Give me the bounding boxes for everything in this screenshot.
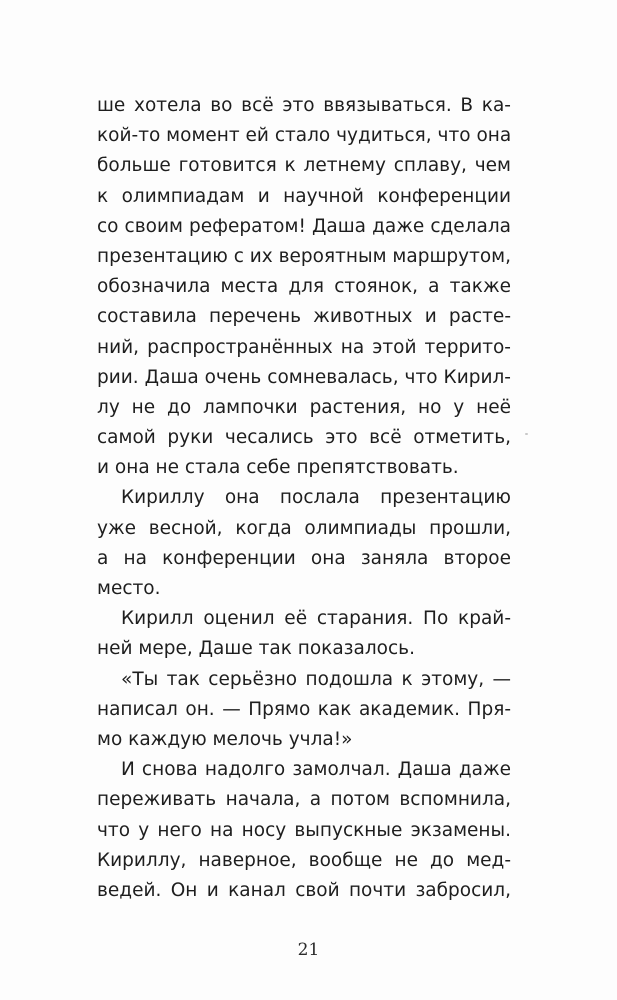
text-line: Кирилл оценил её старания. По край- bbox=[121, 608, 511, 630]
text-line: ней мере, Даше так показалось. bbox=[97, 638, 415, 660]
text-line: мо каждую мелочь учла!» bbox=[97, 728, 353, 750]
text-line: лу не до лампочки растения, но у неё bbox=[97, 396, 511, 418]
text-line: кой-то момент ей стало чудиться, что она bbox=[97, 125, 511, 147]
text-line: рии. Даша очень сомневалась, что Кирил- bbox=[97, 366, 511, 388]
text-line: ведей. Он и канал свой почти забросил, bbox=[97, 879, 511, 901]
text-line: Кириллу она послала презентацию bbox=[121, 487, 511, 509]
text-line: ше хотела во всё это ввязываться. В ка- bbox=[97, 95, 511, 116]
text-line: обозначила места для стоянок, а также bbox=[97, 276, 511, 298]
text-line: составила перечень животных и расте- bbox=[97, 306, 511, 328]
text-line: ний, распространённых на этой террито- bbox=[97, 336, 511, 358]
text-line: «Ты так серьёзно подошла к этому, — bbox=[121, 668, 511, 690]
text-line: презентацию с их вероятным маршрутом, bbox=[97, 245, 511, 267]
text-line: больше готовится к летнему сплаву, чем bbox=[97, 155, 511, 177]
text-line: написал он. — Прямо как академик. Пря- bbox=[97, 698, 511, 720]
text-line: уже весной, когда олимпиады прошли, bbox=[97, 517, 511, 539]
page-number: 21 bbox=[297, 940, 320, 960]
text-line: Кириллу, наверное, вообще не до мед- bbox=[97, 849, 511, 871]
text-line: что у него на носу выпускные экзамены. bbox=[97, 819, 511, 841]
text-line: место. bbox=[97, 578, 161, 599]
text-line: со своим рефератом! Даша даже сделала bbox=[97, 215, 511, 237]
text-line: И снова надолго замолчал. Даша даже bbox=[121, 759, 511, 781]
text-line: самой руки чесались это всё отметить, bbox=[97, 427, 511, 449]
paper-speck bbox=[525, 433, 528, 435]
body-text bbox=[97, 91, 511, 906]
text-line: к олимпиадам и научной конференции bbox=[97, 185, 511, 207]
text-line: и она не стала себе препятствовать. bbox=[97, 457, 459, 479]
text-line: переживать начала, а потом вспомнила, bbox=[97, 789, 511, 811]
text-line: а на конференции она заняла второе bbox=[97, 547, 511, 569]
